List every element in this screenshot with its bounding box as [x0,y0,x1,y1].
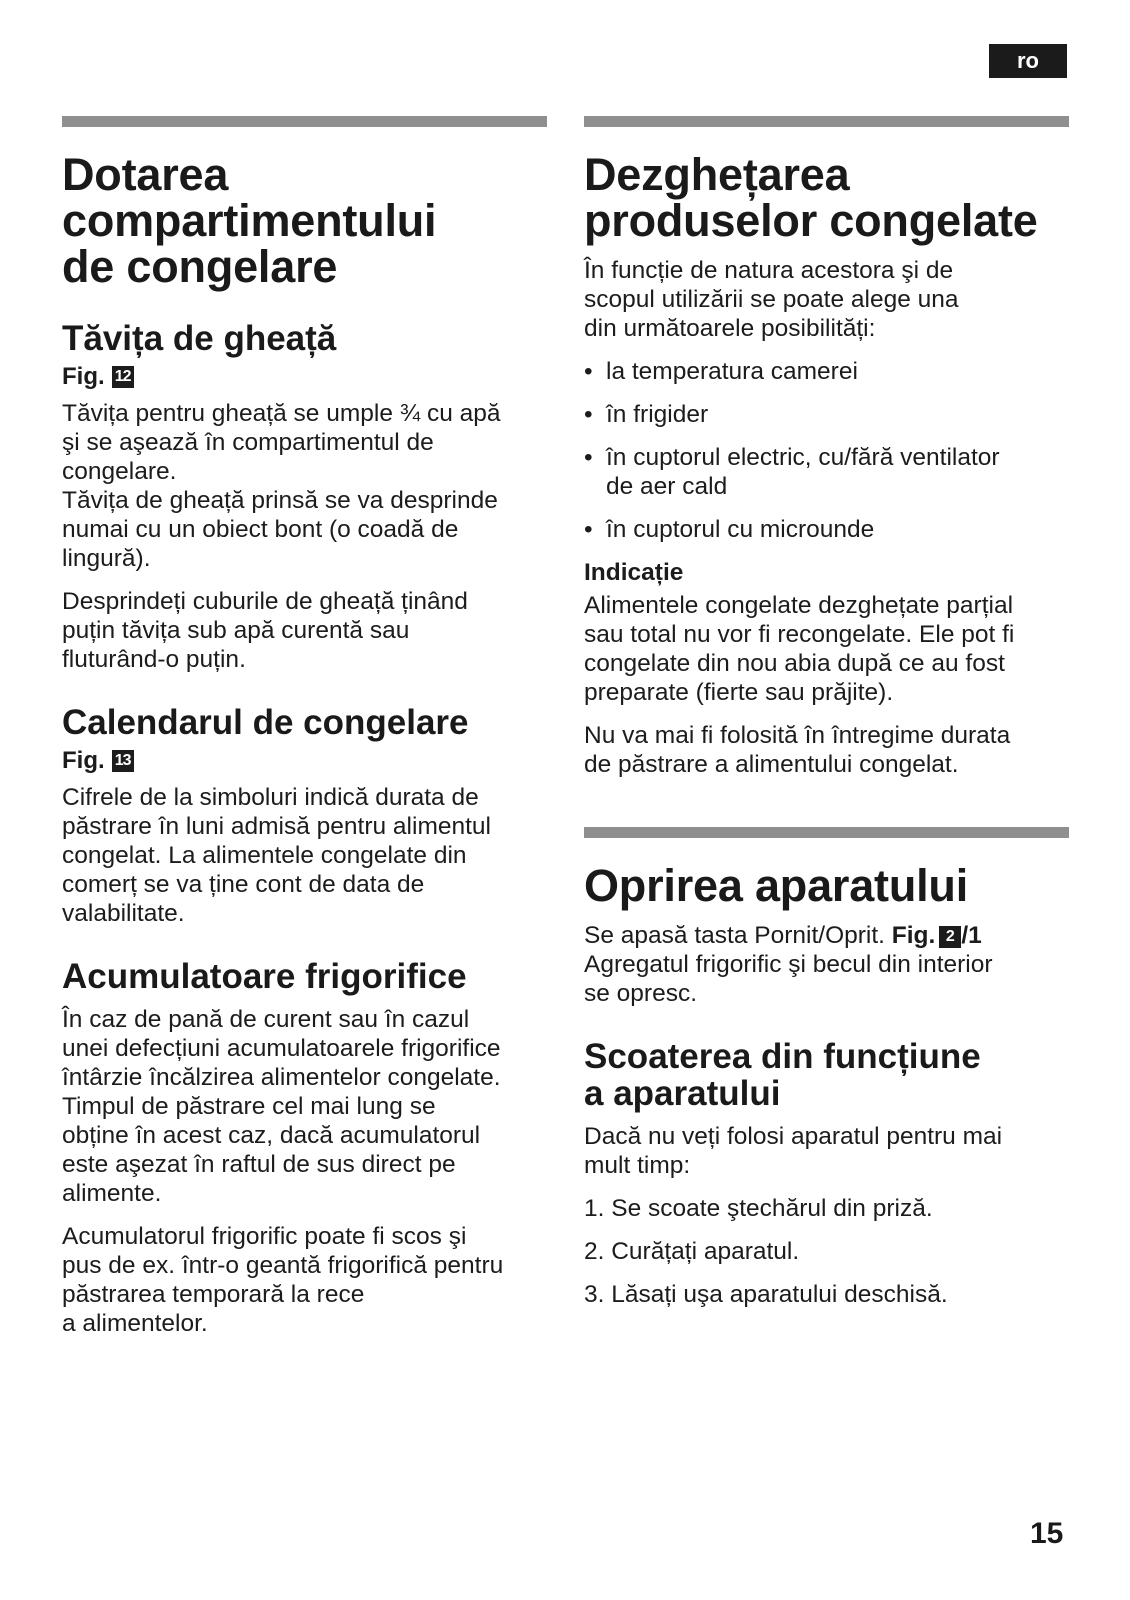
fig-number-badge: 12 [112,366,134,388]
list-item [584,400,1069,429]
text-line: congelat. La alimentele congelate din [62,842,467,869]
list-item [584,443,1069,501]
decommission-steps [584,1194,1069,1309]
text-line: puțin tăvița sub apă curentă sau [62,617,410,644]
figure-reference [62,363,547,391]
text-line: congelare. [62,458,177,485]
figure-reference [62,747,547,775]
text-line: de păstrare a alimentului congelat. [584,751,959,778]
ice-tray-paragraph-1 [62,399,547,573]
title-line: de congelare [62,241,338,292]
heading-line: Scoaterea din funcțiune [584,1037,981,1076]
left-column [62,116,547,1338]
text-line [584,921,1069,950]
heading-line: a aparatului [584,1074,781,1113]
title-line: Dezghețarea [584,149,850,200]
text-segment: Se apasă tasta Pornit/Oprit. [584,922,885,949]
text-line: păstrare în luni admisă pentru alimentul [62,813,491,840]
heading-cold-accumulators: Acumulatoare frigorifice [62,957,467,996]
list-item: 1. Se scoate ştechărul din priză. [584,1195,933,1222]
heading-ice-tray: Tăvița de gheață [62,319,337,358]
text-line: a alimentelor. [62,1310,208,1337]
section-title-switch-off: Oprirea aparatului [584,860,969,911]
text-line: se opresc. [584,980,698,1007]
text-line: fluturând-o puțin. [62,646,246,673]
note-heading: Indicație [584,559,684,586]
decommission-intro [584,1122,1069,1180]
page-number: 15 [1030,1517,1064,1550]
text-line: Alimentele congelate dezghețate parțial [584,592,1014,619]
text-line: Dacă nu veți folosi aparatul pentru mai [584,1123,1003,1150]
text-line: Tăvița pentru gheață se umple ¾ cu apă [62,400,501,427]
right-column [584,116,1069,1309]
section-rule [584,116,1069,127]
text-line: În funcție de natura acestora şi de [584,257,954,284]
text-line: Tăvița de gheață prinsă se va desprinde [62,487,498,514]
fig-label: Fig. [62,747,105,774]
note-paragraph-2 [584,721,1069,779]
bullet-icon: • [584,358,593,385]
bullet-icon: • [584,444,593,471]
text-line: comerț se va ține cont de data de [62,871,425,898]
fig-number-badge: 2 [939,926,961,948]
text-line: scopul utilizării se poate alege una [584,286,959,313]
fig-label: Fig. [891,922,936,949]
section-title-freezer-equipment [62,149,547,292]
language-badge: ro [989,44,1067,78]
heading-decommissioning [584,1038,1069,1112]
section-title-thawing [584,149,1069,246]
calendar-paragraph [62,783,547,928]
text-line: în cuptorul electric, cu/fără ventilator [606,444,1000,471]
note-paragraph [584,591,1069,707]
text-line: este aşezat în raftul de sus direct pe [62,1151,456,1178]
text-line: În caz de pană de curent sau în cazul [62,1006,470,1033]
accumulators-paragraph-1 [62,1005,547,1208]
text-line: valabilitate. [62,900,185,927]
text-line: păstrarea temporară la rece [62,1281,365,1308]
text-line: în cuptorul cu microunde [606,516,875,543]
text-line: Acumulatorul frigorific poate fi scos şi [62,1223,467,1250]
text-line: Timpul de păstrare cel mai lung se [62,1093,436,1120]
title-line: Dotarea [62,149,229,200]
text-line: Agregatul frigorific şi becul din interior [584,951,993,978]
text-line: alimente. [62,1180,162,1207]
text-line: numai cu un obiect bont (o coadă de [62,516,459,543]
fig-number-badge: 13 [112,750,134,772]
text-line: Cifrele de la simboluri indică durata de [62,784,479,811]
list-item: 3. Lăsați uşa aparatului deschisă. [584,1281,948,1308]
thaw-options-list [584,357,1069,544]
text-line: de aer cald [606,473,728,500]
list-item: 2. Curățați aparatul. [584,1238,800,1265]
bullet-icon: • [584,401,593,428]
fig-position: /1 [961,922,982,949]
title-line: compartimentului [62,195,437,246]
fig-label: Fig. [62,363,105,390]
list-item [584,515,1069,544]
text-line: la temperatura camerei [606,358,858,385]
text-line: preparate (fierte sau prăjite). [584,679,894,706]
text-line: Nu va mai fi folosită în întregime durata [584,722,1011,749]
text-line: întârzie încălzirea alimentelor congelate. [62,1064,501,1091]
section-rule [62,116,547,127]
list-item [584,357,1069,386]
text-line: congelate din nou abia după ce au fost [584,650,1005,677]
bullet-icon: • [584,516,593,543]
text-line: în frigider [606,401,709,428]
accumulators-paragraph-2 [62,1222,547,1338]
text-line: şi se aşează în compartimentul de [62,429,434,456]
text-line: mult timp: [584,1152,691,1179]
text-line: din următoarele posibilități: [584,315,876,342]
ice-tray-paragraph-2 [62,587,547,674]
text-line: sau total nu vor fi recongelate. Ele pot fi [584,621,1015,648]
section-rule [584,827,1069,838]
text-line: Desprindeți cuburile de gheață ținând [62,588,468,615]
title-line: produselor congelate [584,195,1038,246]
text-line: obține în acest caz, dacă acumulatorul [62,1122,481,1149]
thaw-intro [584,256,1069,343]
text-line: unei defecțiuni acumulatoarele frigorifice [62,1035,501,1062]
text-line: pus de ex. într-o geantă frigorifică pentru [62,1252,504,1279]
text-line: lingură). [62,545,151,572]
heading-freezing-calendar: Calendarul de congelare [62,703,469,742]
switch-off-paragraph [584,921,1069,1008]
